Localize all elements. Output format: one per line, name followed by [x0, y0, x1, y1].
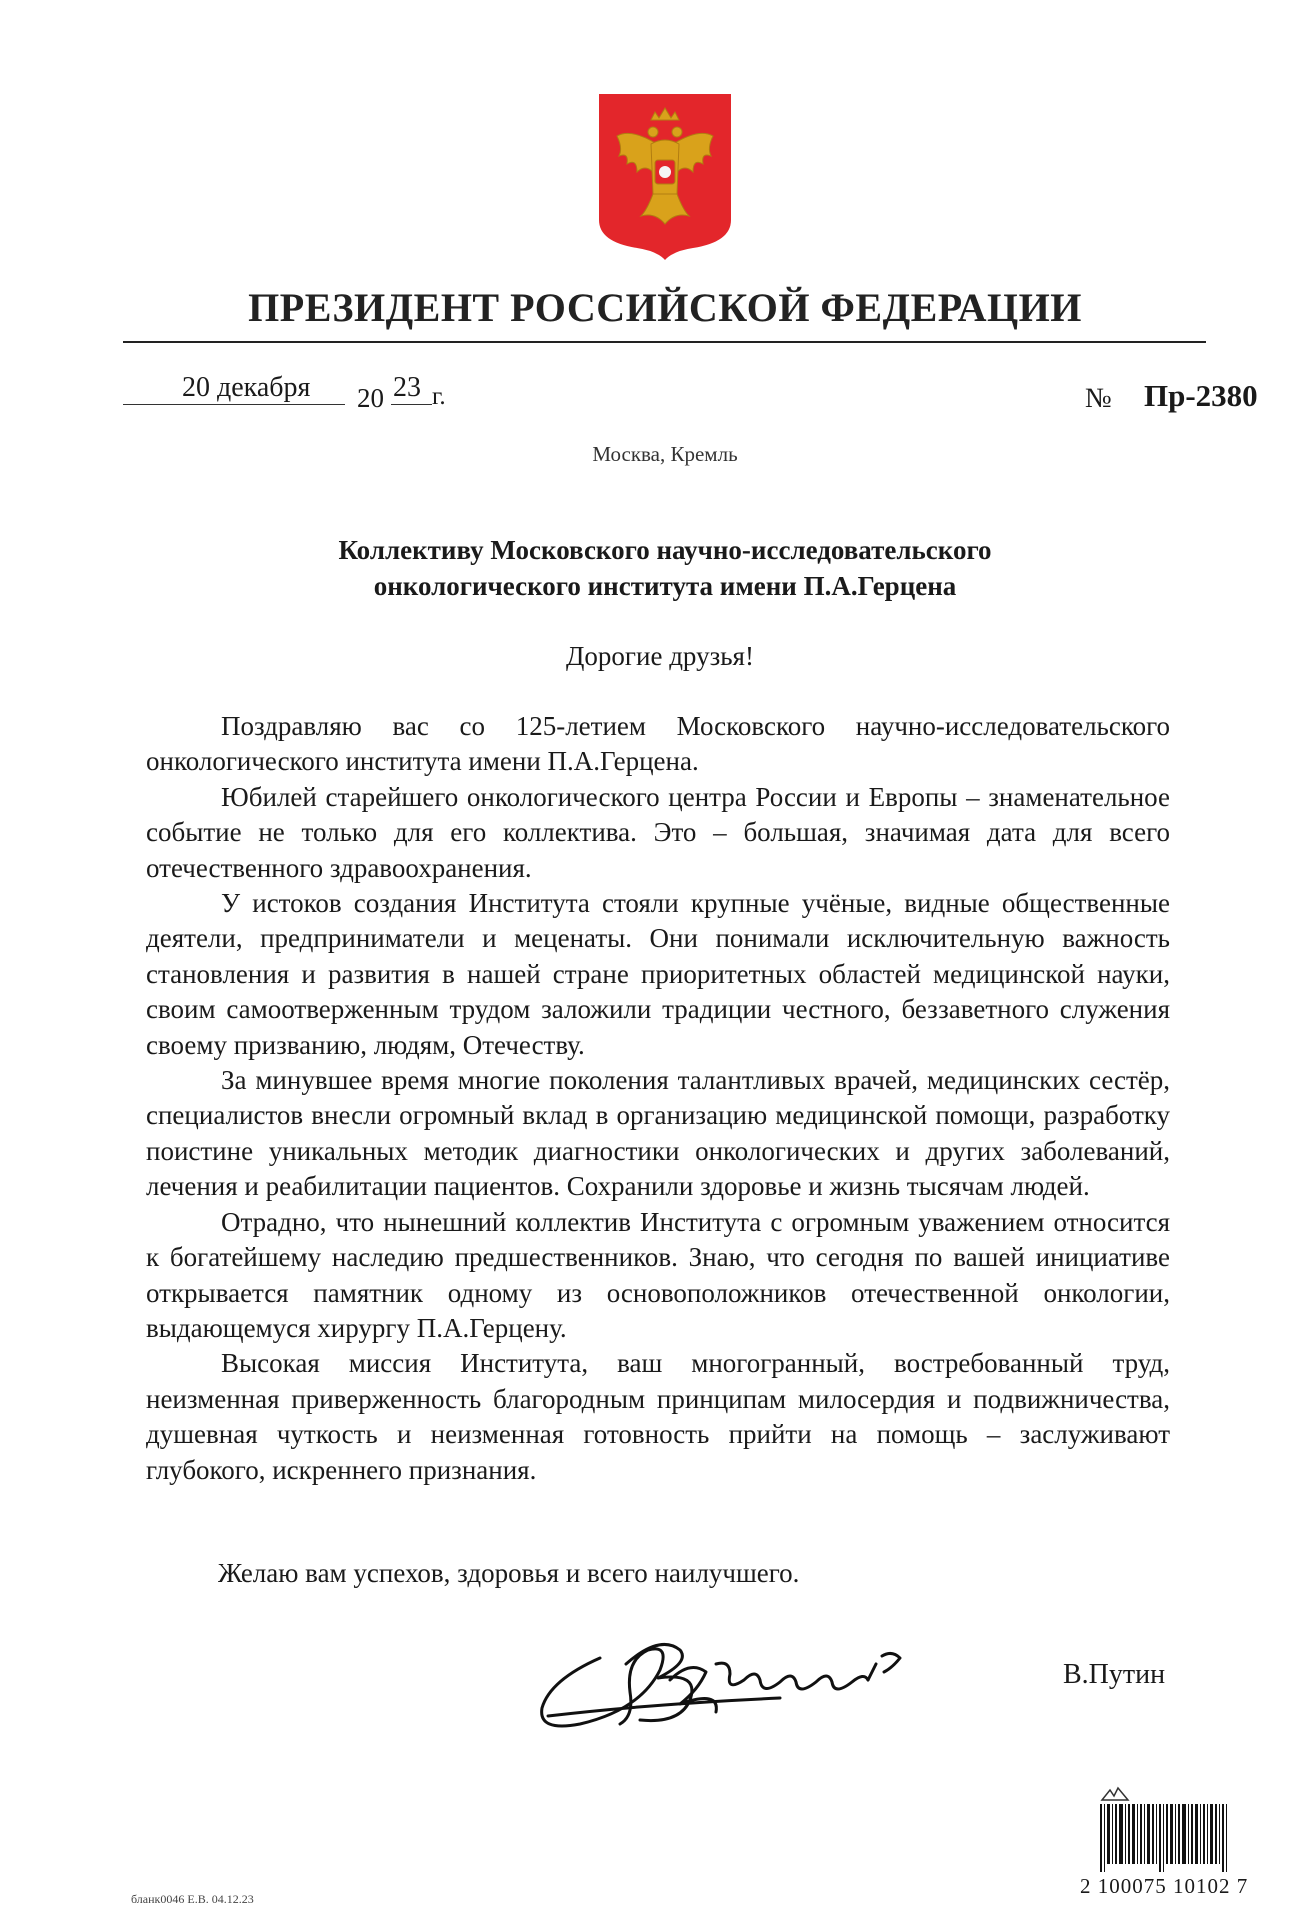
date-day-month: 20 декабря — [182, 372, 311, 403]
date-underline — [123, 404, 345, 405]
document-heading: ПРЕЗИДЕНТ РОССИЙСКОЙ ФЕДЕРАЦИИ — [248, 285, 1082, 330]
addressee — [200, 532, 1130, 604]
printer-mark-icon — [1100, 1786, 1130, 1802]
body-paragraph: Отрадно, что нынешний коллектив Института с огромным уважением относится к богатейшему наследию предшественников. Знаю, что сегодня по вашей инициативе открывается памятник одному из основоположников отечественной онкологии, выдающемуся хирургу П.А.Герцену. — [146, 1206, 1170, 1343]
body-paragraph: У истоков создания Института стояли крупные учёные, видные общественные деятели, предприниматели и меценаты. Они понимали исключительную важность становления и развития в нашей стране приоритетных областей медицинской науки, своим самоотверженным трудом заложили традиции честного, беззаветного служения своему призванию, людям, Отечеству. — [146, 888, 1170, 1060]
date-year: 23 — [393, 372, 421, 403]
barcode-number: 2 100075 10102 7 — [1080, 1874, 1249, 1898]
barcode-icon — [1100, 1804, 1230, 1872]
body-paragraph: Высокая миссия Института, ваш многогранный, востребованный труд, неизменная приверженность благородным принципам милосердия и подвижничества, душевная чуткость и неизменная готовность прийти на помощь – заслуживают глубокого, искреннего признания. — [146, 1348, 1170, 1485]
year-underline — [391, 404, 432, 405]
signer-name: В.Путин — [1063, 1659, 1166, 1690]
signature-icon — [530, 1620, 990, 1740]
addressee-line: онкологического института имени П.А.Герцена — [373, 571, 957, 601]
form-code: бланк0046 Е.В. 04.12.23 — [131, 1892, 254, 1906]
place-of-issue: Москва, Кремль — [592, 442, 738, 466]
greeting: Дорогие друзья! — [566, 641, 754, 671]
heading-rule — [123, 341, 1206, 343]
coat-of-arms-icon — [597, 92, 733, 260]
body-paragraph: Поздравляю вас со 125-летием Московского научно-исследовательского онкологического института имени П.А.Герцена. — [146, 711, 1170, 777]
addressee-line: Коллективу Московского научно-исследовательского — [338, 535, 992, 565]
body-paragraph: За минувшее время многие поколения талантливых врачей, медицинских сестёр, специалистов внесли огромный вклад в организацию медицинской помощи, разработку поистине уникальных методик диагностики онкологических и других заболеваний, лечения и реабилитации пациентов. Сохранили здоровье и жизнь тысячам людей. — [146, 1065, 1170, 1202]
letter-body — [146, 709, 1170, 1488]
date-century: 20 — [357, 383, 384, 413]
date-suffix: г. — [432, 383, 446, 410]
document-number: Пр-2380 — [1144, 378, 1258, 413]
body-paragraph: Юбилей старейшего онкологического центра России и Европы – знаменательное событие не только для его коллектива. Это – большая, значимая дата для всего отечественного здравоохранения. — [146, 781, 1170, 883]
number-sign: № — [1085, 383, 1112, 414]
closing-line: Желаю вам успехов, здоровья и всего наилучшего. — [218, 1558, 800, 1588]
